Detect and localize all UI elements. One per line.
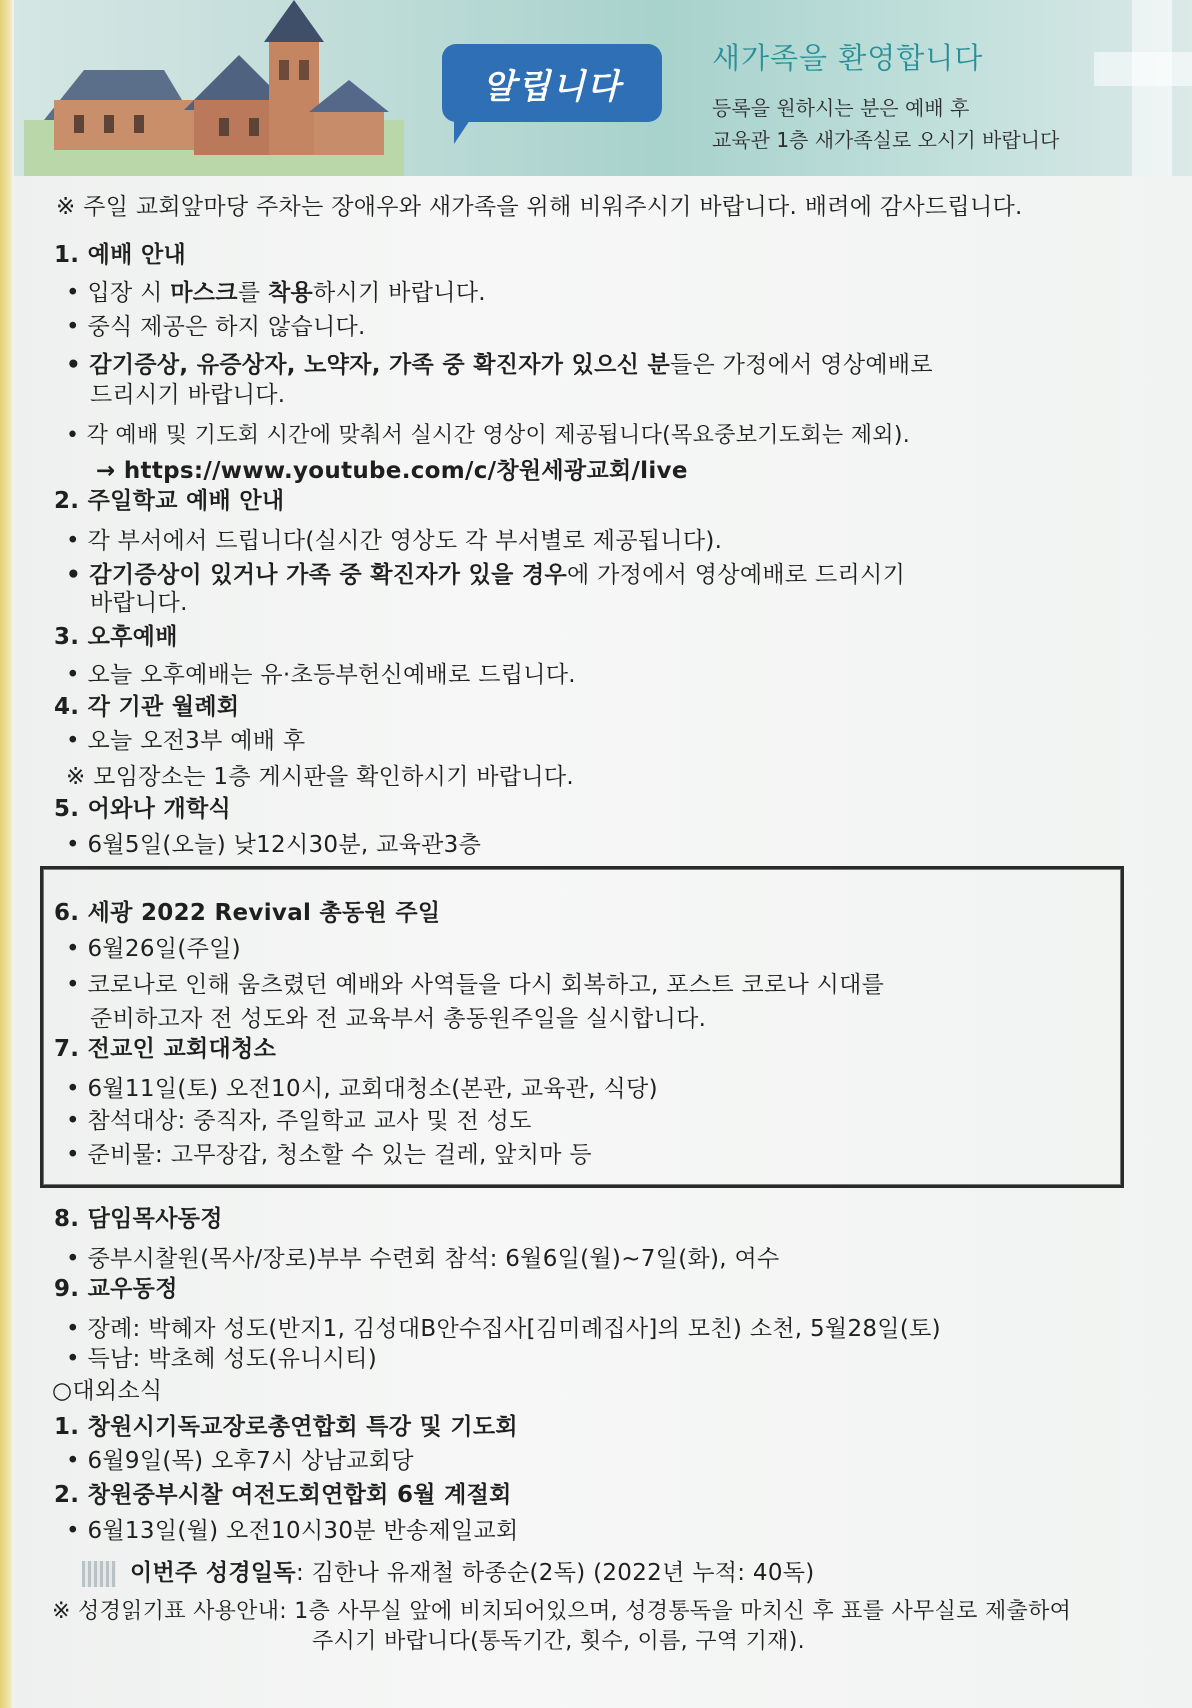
list-item: • 준비물: 고무장갑, 청소할 수 있는 걸레, 앞치마 등 bbox=[66, 1142, 592, 1168]
top-note: ※ 주일 교회앞마당 주차는 장애우와 새가족을 위해 비워주시기 바랍니다. 배려에 감사드립니다. bbox=[56, 194, 1023, 220]
list-item: • 6월26일(주일) bbox=[66, 936, 241, 962]
notice-badge: 알립니다 bbox=[442, 44, 662, 122]
section-title: 8. 담임목사동정 bbox=[54, 1206, 223, 1232]
list-item-cont: 준비하고자 전 성도와 전 교육부서 총동원주일을 실시합니다. bbox=[90, 1006, 707, 1032]
church-illustration bbox=[24, 0, 404, 176]
list-item: • 중식 제공은 하지 않습니다. bbox=[66, 314, 366, 340]
list-item: • 입장 시 마스크를 착용하시기 바랍니다. bbox=[66, 280, 486, 306]
list-item: • 득남: 박초혜 성도(유니시티) bbox=[66, 1346, 377, 1372]
section-title: 7. 전교인 교회대청소 bbox=[54, 1036, 277, 1062]
section-title: 4. 각 기관 월례회 bbox=[54, 694, 240, 720]
blurred-icon bbox=[82, 1561, 116, 1587]
list-item: • 감기증상, 유증상자, 노약자, 가족 중 확진자가 있으신 분들은 가정에서 영상예배로 bbox=[66, 352, 933, 378]
list-item: • 코로나로 인해 움츠렸던 예배와 사역들을 다시 회복하고, 포스트 코로나 시대를 bbox=[66, 972, 885, 998]
welcome-title: 새가족을 환영합니다 bbox=[712, 41, 984, 75]
list-item: • 참석대상: 중직자, 주일학교 교사 및 전 성도 bbox=[66, 1108, 532, 1134]
bible-note: ※ 성경읽기표 사용안내: 1층 사무실 앞에 비치되어있으며, 성경통독을 마치신 후 표를 사무실로 제출하여 bbox=[52, 1599, 1072, 1624]
list-item-cont: 드리시기 바랍니다. bbox=[90, 382, 286, 408]
cross-icon bbox=[1132, 0, 1172, 176]
external-heading: ○대외소식 bbox=[52, 1378, 163, 1404]
section-title: 3. 오후예배 bbox=[54, 624, 178, 650]
list-item: • 6월11일(토) 오전10시, 교회대청소(본관, 교육관, 식당) bbox=[66, 1076, 658, 1102]
section-title: 5. 어와나 개학식 bbox=[54, 796, 232, 822]
list-item: • 6월9일(목) 오후7시 상남교회당 bbox=[66, 1448, 414, 1474]
list-item: • 장례: 박혜자 성도(반지1, 김성대B안수집사[김미례집사]의 모친) 소천, 5월28일(토) bbox=[66, 1316, 941, 1342]
note: ※ 모임장소는 1층 게시판을 확인하시기 바랍니다. bbox=[66, 764, 575, 790]
list-item: • 6월5일(오늘) 낮12시30분, 교육관3층 bbox=[66, 832, 482, 858]
bible-reading: 이번주 성경일독: 김한나 유재철 하종순(2독) (2022년 누적: 40독) bbox=[82, 1554, 815, 1587]
section-title: 1. 예배 안내 bbox=[54, 242, 187, 268]
list-item: • 6월13일(월) 오전10시30분 반송제일교회 bbox=[66, 1518, 519, 1544]
list-item: • 각 예배 및 기도회 시간에 맞춰서 실시간 영상이 제공됩니다(목요중보기도회는 제외). bbox=[66, 423, 911, 448]
header-banner bbox=[14, 0, 1192, 176]
page-edge bbox=[0, 0, 14, 1708]
section-title: 1. 창원시기독교장로총연합회 특강 및 기도회 bbox=[54, 1414, 518, 1440]
section-title: 2. 창원중부시찰 여전도회연합회 6월 계절회 bbox=[54, 1482, 512, 1508]
list-item: • 중부시찰원(목사/장로)부부 수련회 참석: 6월6일(월)~7일(화), 여수 bbox=[66, 1246, 780, 1272]
list-item: • 오늘 오전3부 예배 후 bbox=[66, 728, 306, 754]
list-item: • 오늘 오후예배는 유·초등부헌신예배로 드립니다. bbox=[66, 662, 576, 688]
list-item-cont: 바랍니다. bbox=[90, 590, 188, 616]
section-title: 2. 주일학교 예배 안내 bbox=[54, 488, 285, 514]
cross-icon-bar bbox=[1094, 52, 1192, 86]
section-title: 9. 교우동정 bbox=[54, 1276, 178, 1302]
welcome-line-1: 등록을 원하시는 분은 예배 후 bbox=[712, 96, 970, 120]
section-title: 6. 세광 2022 Revival 총동원 주일 bbox=[54, 900, 441, 926]
list-item: • 감기증상이 있거나 가족 중 확진자가 있을 경우에 가정에서 영상예배로 드리시기 bbox=[66, 562, 906, 588]
list-item: • 각 부서에서 드립니다(실시간 영상도 각 부서별로 제공됩니다). bbox=[66, 528, 723, 554]
youtube-link[interactable]: → https://www.youtube.com/c/창원세광교회/live bbox=[96, 458, 688, 484]
welcome-line-2: 교육관 1층 새가족실로 오시기 바랍니다 bbox=[712, 128, 1060, 152]
bible-note-cont: 주시기 바랍니다(통독기간, 횟수, 이름, 구역 기재). bbox=[312, 1629, 805, 1654]
